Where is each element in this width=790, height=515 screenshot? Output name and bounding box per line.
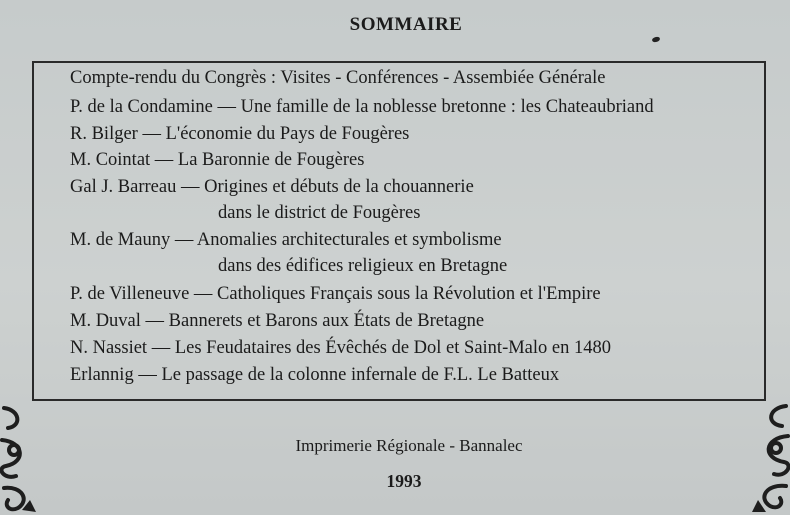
toc-entry-10: Erlannig — Le passage de la colonne infernale de F.L. Le Batteux: [70, 365, 560, 385]
toc-entry-9: N. Nassiet — Les Feudataires des Évêchés de Dol et Saint-Malo en 1480: [70, 338, 611, 358]
toc-entry-6-continuation: dans des édifices religieux en Bretagne: [218, 256, 508, 276]
toc-entry-7: P. de Villeneuve — Catholiques Français sous la Révolution et l'Empire: [70, 284, 601, 304]
ink-spot: [651, 36, 660, 43]
toc-entry-4: M. Cointat — La Baronnie de Fougères: [70, 150, 365, 170]
toc-entry-5-continuation: dans le district de Fougères: [218, 203, 421, 223]
page-title: SOMMAIRE: [349, 14, 463, 35]
toc-entry-2: P. de la Condamine — Une famille de la noblesse bretonne : les Chateaubriand: [70, 97, 654, 117]
toc-entry-6: M. de Mauny — Anomalies architecturales et symbolisme: [70, 230, 502, 250]
publication-year: 1993: [386, 471, 422, 491]
right-scroll-ornament-icon: [750, 400, 790, 515]
left-scroll-ornament-icon: [0, 400, 40, 515]
toc-entry-1: Compte-rendu du Congrès : Visites - Conférences - Assembiée Générale: [70, 68, 606, 88]
printer-name: Imprimerie Régionale - Bannalec: [295, 436, 523, 455]
toc-entry-3: R. Bilger — L'économie du Pays de Fougères: [70, 124, 410, 144]
toc-entry-8: M. Duval — Bannerets et Barons aux États de Bretagne: [70, 311, 485, 331]
toc-entry-5: Gal J. Barreau — Origines et débuts de la chouannerie: [70, 177, 474, 197]
